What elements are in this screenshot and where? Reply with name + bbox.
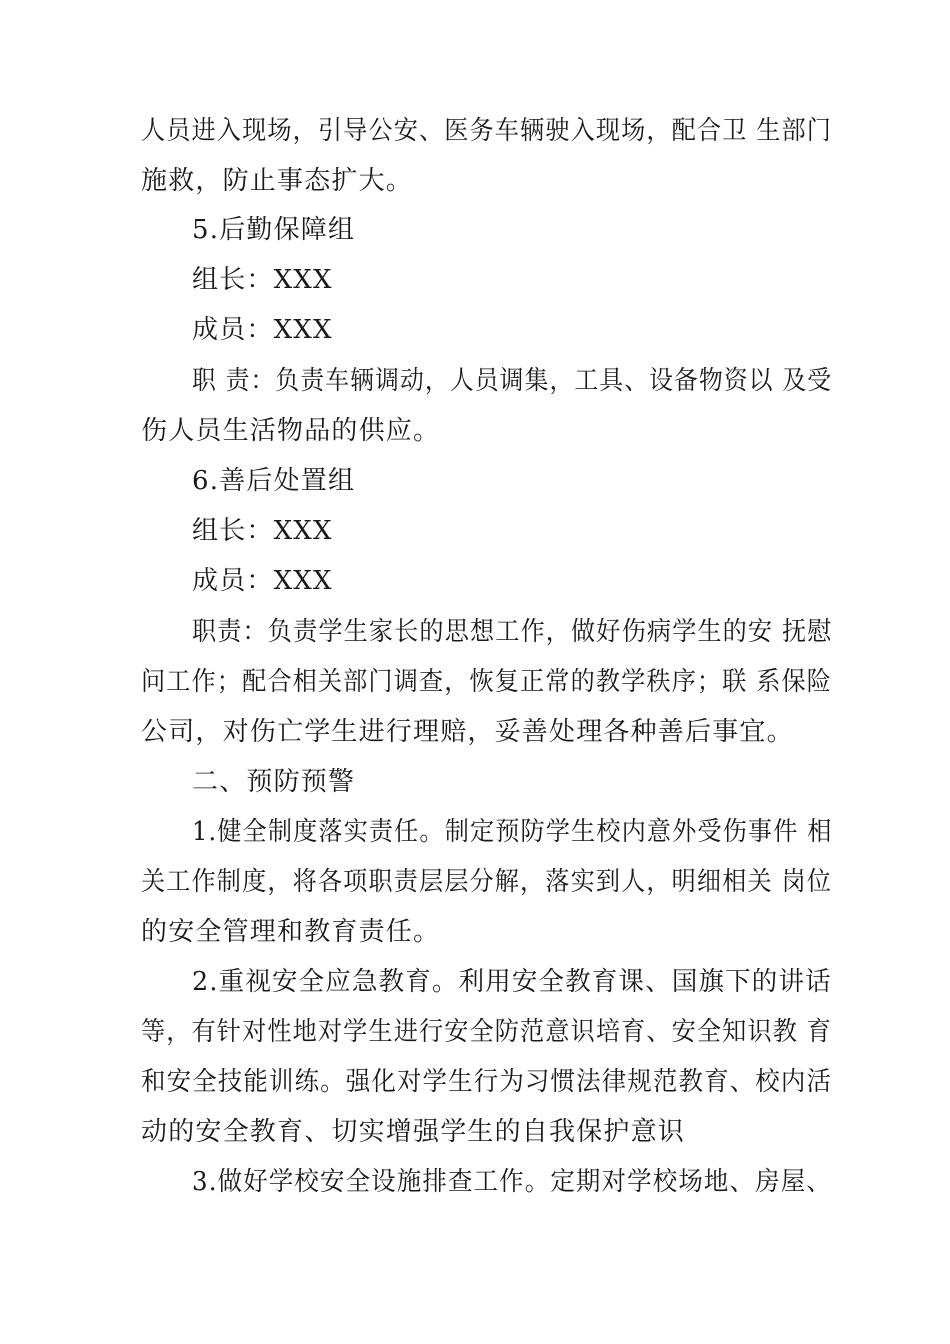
text-line: 2.重视安全应急教育。利用安全教育课、国旗下的讲话 <box>192 967 832 997</box>
text-line: 关工作制度，将各项职责层层分解，落实到人，明细相关 岗位 <box>141 867 833 897</box>
text-line: 等，有针对性地对学生进行安全防范意识培育、安全知识教 育 <box>141 1017 833 1047</box>
section-heading: 二、预防预警 <box>192 767 356 797</box>
text-line: 1.健全制度落实责任。制定预防学生校内意外受伤事件 相 <box>192 817 833 847</box>
text-line: 的安全管理和教育责任。 <box>141 917 441 947</box>
section-heading: 6.善后处置组 <box>192 466 356 496</box>
text-line: 人员进入现场，引导公安、医务车辆驶入现场，配合卫 生部门 <box>141 116 833 146</box>
text-line: 职 责：负责车辆调动，人员调集，工具、设备物资以 及受 <box>192 366 833 396</box>
text-line: 施救，防止事态扩大。 <box>141 166 414 196</box>
text-line: 3.做好学校安全设施排查工作。定期对学校场地、房屋、 <box>192 1167 832 1197</box>
text-line: 公司，对伤亡学生进行理赔，妥善处理各种善后事宜。 <box>141 717 794 747</box>
text-line: 成员：XXX <box>192 315 333 345</box>
text-line: 组长：XXX <box>192 516 333 546</box>
text-line: 职责：负责学生家长的思想工作，做好伤病学生的安 抚慰 <box>192 617 833 647</box>
text-line: 成员：XXX <box>192 566 333 596</box>
section-heading: 5.后勤保障组 <box>192 215 356 245</box>
text-line: 伤人员生活物品的供应。 <box>141 416 441 446</box>
text-line: 动的安全教育、切实增强学生的自我保护意识 <box>141 1117 686 1147</box>
text-line: 和安全技能训练。强化对学生行为习惯法律规范教育、校内活 <box>141 1067 833 1097</box>
text-line: 问工作；配合相关部门调查，恢复正常的教学秩序；联 系保险 <box>141 667 833 697</box>
text-line: 组长：XXX <box>192 265 333 295</box>
